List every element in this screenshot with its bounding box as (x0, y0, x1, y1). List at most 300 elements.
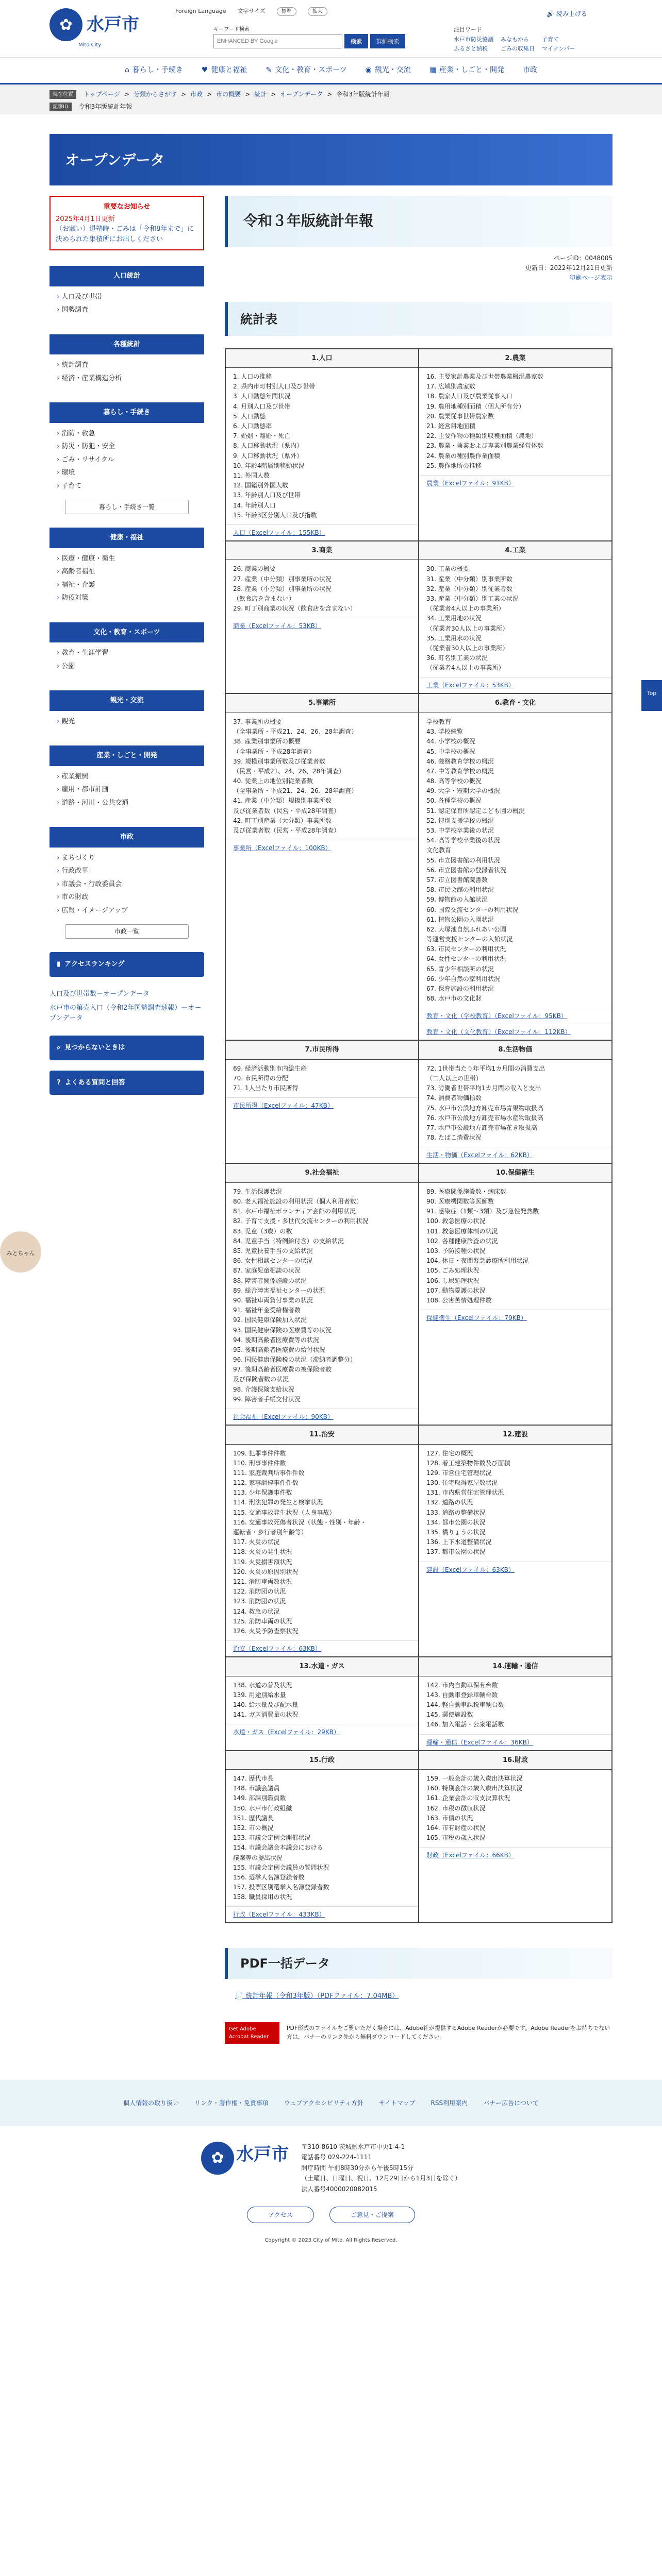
stats-item: 144. 軽自動車課税車輌台数 (426, 1701, 504, 1708)
book-icon: ✎ (266, 66, 272, 74)
stats-item: 73. 労働者世帯平均1カ月間の収入と支出 (426, 1084, 541, 1092)
trending-link[interactable]: 子育て (542, 36, 559, 43)
stats-item: 162. 市税の徴収状況 (426, 1804, 486, 1812)
page-id: ページID：0048005 (554, 255, 613, 262)
stats-item: 117. 火災の状況 (233, 1538, 280, 1546)
stats-item: 20. 農業従事世帯農家数 (426, 412, 494, 420)
stats-item: 52. 特別支援学校の概況 (426, 817, 494, 824)
stats-item: 146. 加入電話・公衆電話数 (426, 1721, 504, 1728)
footer-link[interactable]: サイトマップ (378, 2099, 416, 2107)
excel-download-link[interactable]: 人口（Excelファイル：155KB） (233, 529, 325, 536)
sidebar-item[interactable]: › 防疫対策 (57, 591, 197, 605)
notice-title: 重要なお知らせ (103, 203, 151, 211)
stats-category (419, 693, 612, 1040)
sidebar-item[interactable]: › 観光 (57, 715, 197, 728)
stats-category (419, 349, 612, 541)
sidebar-item[interactable]: › まちづくり (57, 852, 197, 865)
stats-item: 22. 主要作物の種類別収穫面積（農地） (426, 432, 537, 440)
sidebar-item[interactable]: › 消防・救急 (57, 427, 197, 440)
stats-category-title: 2.農業 (419, 349, 611, 368)
stats-item: 59. 博物館の入館状況 (426, 896, 488, 904)
stats-item: 134. 都市公園の状況 (426, 1518, 486, 1526)
sidebar-item[interactable]: › 道路・河川・公共交通 (57, 796, 197, 810)
sidebar-box (49, 690, 204, 732)
breadcrumb-link[interactable]: 統計 (254, 91, 267, 98)
breadcrumb-link[interactable]: 分類からさがす (133, 91, 177, 98)
nav-item-living[interactable] (115, 58, 192, 83)
sidebar-item[interactable]: › 統計調査 (57, 359, 197, 372)
stats-item: 72. 1世帯当たり年平均1カ月間の消費支出 （二人以上の世帯） (426, 1064, 545, 1082)
stats-item: 130. 住宅取得家屋数状況 (426, 1479, 498, 1487)
stats-item: 24. 農業の種別農作業面積 (426, 452, 500, 460)
building-icon: ▦ (429, 66, 437, 74)
excel-download-link[interactable]: 治安（Excelファイル：63KB） (233, 1645, 321, 1653)
stats-category (225, 349, 419, 541)
stats-item: 68. 水戸市の文化財 (426, 995, 482, 1003)
stats-item: 33. 産業（中分類）別工業の状況 （従業者4人以上の事業所） (426, 595, 519, 613)
city-emblem-icon: ✿ (201, 2142, 234, 2175)
stats-category-title: 14.運輸・通信 (419, 1657, 611, 1676)
stats-item: 30. 工業の概要 (426, 565, 469, 573)
stats-item: 136. 上下水道整備状況 (426, 1538, 492, 1546)
stats-item: 102. 各種健康診査の状況 (426, 1237, 498, 1245)
nav-label: 観光・交流 (374, 66, 411, 74)
stats-item: 35. 工業用水の状況 （従業者30人以上の事業所） (426, 634, 509, 652)
footer-link[interactable]: ウェブアクセシビリティ方針 (284, 2099, 363, 2107)
stats-item: 5. 人口動態 (233, 412, 266, 420)
stats-item: 75. 水戸市公設地方卸売市場青果物取扱高 (426, 1104, 543, 1112)
sidebar-more-button[interactable]: 暮らし・手続き一覧 (65, 500, 189, 514)
stats-item: 34. 工業用地の状況 （従業者30人以上の事業所） (426, 615, 509, 632)
breadcrumb-link[interactable]: オープンデータ (280, 91, 323, 98)
stats-item: 131. 市内県営住宅管理状況 (426, 1489, 504, 1497)
sidebar-item[interactable]: › 経済・産業構造分析 (57, 372, 197, 385)
stats-item: 153. 市議会定例会開催状況 (233, 1834, 311, 1842)
stats-category (419, 1163, 612, 1425)
stats-item: 26. 商業の概要 (233, 565, 276, 573)
stats-category-title: 12.建設 (419, 1426, 611, 1445)
stats-category-title: 8.生活物価 (419, 1041, 611, 1060)
stats-item: 41. 産業（中分類）規模別事業所数 及び従業者数（民営・平成28年調査） (233, 797, 340, 815)
breadcrumb-link[interactable]: 市の概要 (216, 91, 241, 98)
stats-item: 105. ごみ処理状況 (426, 1267, 479, 1275)
access-ranking-header (49, 952, 204, 977)
nav-item-city[interactable] (514, 58, 547, 83)
sidebar-box-title: 暮らし・手続き (49, 402, 204, 423)
stats-item: 147. 歴代市長 (233, 1775, 274, 1782)
stats-item: 150. 水戸市行政組織 (233, 1804, 292, 1812)
stats-item: 87. 家庭児童相談の状況 (233, 1267, 301, 1275)
footer-link[interactable]: 個人情報の取り扱い (123, 2099, 179, 2107)
acrobat-notice (225, 2022, 613, 2044)
stats-item: 122. 消防団の状況 (233, 1588, 286, 1596)
nav-item-health[interactable] (192, 58, 257, 83)
stats-item: 132. 道路の状況 (426, 1499, 473, 1506)
stats-item: 55. 市立図書館の利用状況 (426, 856, 500, 864)
stats-item: 29. 町丁別商業の状況（飲食店を含まない） (233, 605, 356, 613)
sidebar-box-title: 健康・福祉 (49, 528, 204, 548)
stats-item: 53. 中学校卒業後の状況 (426, 827, 494, 834)
stats-item: 99. 障害者手帳交付状況 (233, 1395, 301, 1403)
city-emblem-icon: ✿ (49, 8, 82, 41)
font-size-label: 文字サイズ (237, 8, 266, 14)
stats-item: 143. 自動車登録車輌台数 (426, 1691, 498, 1699)
trending-title: 注目ワード (454, 26, 482, 33)
sidebar-item[interactable]: › ごみ・リサイクル (57, 453, 197, 467)
stats-item: 94. 後期高齢者医療費等の状況 (233, 1336, 319, 1344)
stats-item: 50. 各種学校の概況 (426, 797, 482, 805)
excel-download-link[interactable]: 保健衛生（Excelファイル：79KB） (426, 1314, 527, 1322)
excel-download-link[interactable]: 市民所得（Excelファイル：47KB） (233, 1102, 334, 1110)
sidebar-item[interactable]: › 市議会・行政委員会 (57, 878, 197, 891)
stats-category (419, 1751, 612, 1923)
stats-item: 40. 従業上の地位別従業者数 （全事業所・平成21、24、26、28年調査） (233, 777, 358, 795)
excel-download-link[interactable]: 水道・ガス（Excelファイル：29KB） (233, 1728, 340, 1736)
breadcrumb-link[interactable]: 市政 (190, 91, 203, 98)
footer-links (0, 2080, 662, 2126)
global-nav (0, 58, 662, 84)
excel-download-link[interactable]: 運輸・通信（Excelファイル：36KB） (426, 1738, 533, 1746)
house-icon: ⌂ (124, 66, 129, 74)
find-help-button[interactable] (49, 1036, 204, 1060)
sidebar-item[interactable]: › 子育て (57, 480, 197, 493)
stats-item: 80. 老人福祉施設の利用状況（個人利用者数） (233, 1198, 362, 1206)
stats-item: 124. 救急の状況 (233, 1607, 280, 1615)
footer-address (301, 2142, 461, 2194)
faq-button[interactable] (49, 1071, 204, 1095)
excel-download-link[interactable]: 事業所（Excelファイル：100KB） (233, 844, 332, 852)
stats-item: 107. 動物愛護の状況 (426, 1286, 486, 1294)
sidebar-box (49, 528, 204, 609)
stats-category (419, 1657, 612, 1750)
trending-link[interactable]: マイナンバー (542, 45, 575, 52)
stats-category-title: 9.社会福祉 (226, 1164, 418, 1183)
search-icon: ⌕ (57, 1044, 61, 1052)
stats-category (419, 541, 612, 694)
stats-item: 140. 給水量及び配水量 (233, 1701, 299, 1708)
acrobat-text: PDF形式のファイルをご覧いただく場合には、Adobe社が提供するAdobe Readerが必要です。Adobe Readerをお持ちでない方は、バナーのリンク先から無料ダウンロードしてください。 (286, 2025, 610, 2040)
nav-label: 健康と福祉 (211, 66, 247, 74)
stats-item: 95. 後期高齢者医療費の給付状況 (233, 1346, 325, 1353)
stats-item: 139. 用途別給水量 (233, 1691, 286, 1699)
site-header (0, 0, 662, 58)
stats-item: 66. 少年自然の家利用状況 (426, 975, 500, 982)
stats-item: 110. 刑事事件件数 (233, 1459, 286, 1467)
stats-item: 44. 小学校の概況 (426, 738, 475, 745)
stats-item: 51. 認定保育所認定こども園の概況 (426, 807, 525, 815)
stats-item: 31. 産業（中分類）別事業所数 (426, 575, 512, 583)
stats-item: 84. 児童手当（特例給付含）の支給状況 (233, 1237, 344, 1245)
stats-item: 88. 障害者関係施設の状況 (233, 1277, 307, 1284)
stats-category-title: 11.治安 (226, 1426, 418, 1445)
stats-category-title: 16.財政 (419, 1751, 611, 1770)
trending-link[interactable]: 水戸市防災協議 (454, 36, 493, 43)
stats-item: 116. 交通事故死傷者状況（状態・性別・年齢・ 運転者・歩行者別年齢等） (233, 1518, 367, 1536)
stats-item: 47. 中等教育学校の概況 (426, 767, 494, 775)
feedback-button[interactable]: ご意見・ご提案 (329, 2207, 415, 2223)
stats-item: 98. 介護保険支給状況 (233, 1385, 294, 1393)
stats-item: 115. 交通事故発生状況（人身事故） (233, 1509, 336, 1516)
trending-link[interactable]: ふるさと納税 (454, 45, 488, 52)
stats-item: 14. 年齢別人口 (233, 501, 276, 509)
stats-category (225, 1163, 419, 1425)
stats-item: 129. 市営住宅管理状況 (426, 1469, 492, 1477)
stats-item: 32. 産業（中分類）別従業者数 (426, 585, 512, 592)
read-aloud-button[interactable] (547, 9, 587, 19)
stats-item: 65. 青少年相談所の状況 (426, 965, 494, 973)
breadcrumb-label: 記事ID (49, 103, 72, 111)
excel-download-link[interactable]: 行政（Excelファイル：433KB） (233, 1911, 325, 1919)
stats-item: 112. 家事調停事件件数 (233, 1479, 299, 1487)
heart-icon: ♥ (201, 66, 208, 74)
excel-download-link[interactable]: 商業（Excelファイル：53KB） (233, 622, 321, 630)
print-link[interactable]: 印刷ページ表示 (569, 274, 613, 282)
stats-item: 60. 国際交流センターの利用状況 (426, 906, 519, 913)
sidebar-item[interactable]: › 公園 (57, 660, 197, 673)
stats-item: 141. ガス消費量の状況 (233, 1711, 299, 1719)
search-bar (213, 34, 405, 48)
ranking-link[interactable]: 人口及び世帯数－オープンデータ (49, 990, 150, 998)
stats-item: 89. 医療関係施設数・病床数 (426, 1188, 506, 1195)
stats-item: 25. 農作地所の推移 (426, 462, 482, 469)
stats-item: 74. 消費者物価指数 (426, 1094, 482, 1102)
stats-item: 学校教育 (426, 718, 452, 725)
footer-link[interactable]: リンク・著作権・免責事項 (194, 2099, 269, 2107)
stats-item: 69. 経済活動別市内総生産 (233, 1064, 307, 1072)
notice-link[interactable]: （お願い）退塾時・ごみは「令和8年まで」に決められた集積所にお出しください (56, 225, 194, 243)
excel-download-link[interactable]: 財政（Excelファイル：66KB） (426, 1852, 515, 1859)
chart-icon: ▮ (57, 960, 61, 968)
stats-category (225, 1751, 419, 1923)
nav-item-culture[interactable] (256, 58, 356, 83)
breadcrumb-current: 令和3年版統計年報 (336, 91, 390, 98)
nav-label: 暮らし・手続き (132, 66, 183, 74)
stats-item: 160. 特別会計の歳入歳出決算状況 (426, 1785, 523, 1792)
stats-item: 9. 人口移動状況（県外） (233, 452, 303, 460)
stats-item: 67. 保育施設の利用状況 (426, 985, 494, 992)
stats-category (225, 541, 419, 694)
font-large-button[interactable]: 拡大 (308, 7, 327, 16)
stats-item: 27. 産業（中分類）別事業所の状況 (233, 575, 332, 583)
footer-link[interactable]: バナー広告について (483, 2099, 539, 2107)
ranking-title: アクセスランキング (64, 960, 125, 968)
stats-category-title: 6.教育・文化 (419, 694, 611, 713)
stats-item: 91. 福祉年金受給権者数 (233, 1307, 301, 1314)
sidebar-box (49, 266, 204, 321)
stats-item: 92. 国民健康保険加入状況 (233, 1316, 307, 1324)
breadcrumb-label: 現在位置 (49, 90, 76, 99)
stats-item: 15. 年齢3区分別人口及び指数 (233, 511, 317, 519)
stats-item: 38. 産業別事業所の概要 （全事業所・平成28年調査） (233, 738, 316, 755)
excel-download-link[interactable]: 社会福祉（Excelファイル：90KB） (233, 1413, 334, 1420)
access-button[interactable]: アクセス (247, 2207, 314, 2223)
stats-item: 126. 火災予防査察状況 (233, 1627, 299, 1635)
sidebar-box-title: 観光・交流 (49, 690, 204, 711)
address-line: 開庁時間 午前8時30分から午後5時15分 (301, 2164, 413, 2172)
pdf-download-link[interactable]: 統計年報（令和3年版）（PDFファイル：7.04MB） (245, 1992, 399, 2001)
stats-item: 17. 広域別農家数 (426, 383, 475, 391)
footer-link[interactable]: RSS利用案内 (431, 2099, 468, 2107)
stats-item: 6. 人口動態率 (233, 422, 272, 430)
sidebar-item[interactable]: › 環境 (57, 466, 197, 480)
sidebar-item[interactable]: › 市の財政 (57, 891, 197, 904)
excel-download-link[interactable]: 教育・文化（学校教育）（Excelファイル：95KB） (426, 1012, 567, 1020)
nav-item-industry[interactable] (420, 58, 514, 83)
stats-category (419, 1425, 612, 1657)
stats-item: 158. 職員採用の状況 (233, 1893, 292, 1901)
foreign-language-link[interactable]: Foreign Language (175, 8, 226, 14)
stats-item: 77. 水戸市公設地方卸売市場花き取扱高 (426, 1124, 537, 1131)
stats-item: 106. し尿処理状況 (426, 1277, 479, 1284)
stats-category (419, 1040, 612, 1163)
acrobat-banner[interactable]: Get Adobe Acrobat Reader (225, 2022, 279, 2044)
stats-item: 137. 都市公園の状況 (426, 1548, 486, 1556)
sidebar-item[interactable]: › 防災・防犯・安全 (57, 440, 197, 453)
stats-item: 151. 歴代議長 (233, 1814, 274, 1822)
stats-item: 21. 経営耕地面積 (426, 422, 475, 430)
stats-item: 70. 市民所得の分配 (233, 1075, 288, 1082)
sidebar-box (49, 827, 204, 939)
faq-label: よくある質問と回答 (64, 1078, 125, 1087)
stats-item: 96. 国民健康保険税の状況（滞納者調整分） (233, 1356, 356, 1364)
sidebar-item[interactable]: › 雇用・都市計画 (57, 783, 197, 796)
stats-item: 76. 水戸市公設地方卸売市場水産物取扱高 (426, 1114, 543, 1122)
back-to-top-button[interactable]: Top (641, 680, 662, 711)
sidebar-box (49, 334, 204, 389)
stats-item: 82. 子育て支援・多世代交流センターの利用状況 (233, 1217, 369, 1225)
ranking-link[interactable]: 水戸市の第売入口（令和2年国勢調査速報）－オープンデータ (49, 1004, 202, 1022)
stats-item: 133. 道路の整備状況 (426, 1509, 486, 1516)
stats-item: 155. 市議会定例会議員の質問状況 (233, 1863, 329, 1871)
stats-item: 164. 市有財産の状況 (426, 1824, 486, 1832)
stats-item: 19. 農用地種別面積（個人所有分） (426, 402, 525, 410)
stats-item: 18. 農家人口及び農業従事人口 (426, 393, 512, 400)
stats-category (225, 1425, 419, 1657)
section-heading: 統計表 (225, 302, 613, 336)
stats-item: 109. 犯罪事件件数 (233, 1449, 286, 1457)
stats-item: 4. 月別人口及び世帯 (233, 402, 291, 410)
sidebar-box-title: 産業・しごと・開発 (49, 745, 204, 766)
stats-category (225, 1040, 419, 1163)
stats-item: 120. 火災の原因別状況 (233, 1568, 299, 1575)
stats-item: 49. 大学・短期大学の概況 (426, 787, 500, 795)
stats-item: 145. 郵便施設数 (426, 1711, 473, 1719)
stats-table-grid (225, 348, 613, 1924)
stats-item: 28. 産業（小分類）別事業所の状況 （飲食店を含まない） (233, 585, 332, 602)
stats-item: 118. 火災の発生状況 (233, 1548, 292, 1556)
sidebar-box-title: 市政 (49, 827, 204, 848)
category-banner: オープンデータ (49, 134, 613, 185)
stats-category-title: 10.保健衛生 (419, 1164, 611, 1183)
stats-item: 43. 学校総覧 (426, 728, 463, 736)
address-line: 法人番号4000020082015 (301, 2185, 377, 2193)
notice-date: 2025年4月1日更新 (56, 215, 115, 223)
important-notice (49, 196, 204, 250)
address-line: 〒310-8610 茨城県水戸市中央1-4-1 (301, 2143, 405, 2150)
page-updated: 更新日：2022年12月21日更新 (525, 264, 613, 272)
sidebar-item[interactable]: › 産業振興 (57, 770, 197, 784)
stats-item: 2. 県内市町村別人口及び世帯 (233, 383, 316, 391)
sidebar-item[interactable]: › 医療・健康・衛生 (57, 552, 197, 566)
stats-category-title: 3.商業 (226, 541, 418, 561)
sidebar-item[interactable]: › 国勢調査 (57, 303, 197, 317)
search-button[interactable]: 検索 (344, 34, 368, 48)
main-content (225, 196, 613, 2044)
stats-category-title: 5.事業所 (226, 694, 418, 713)
breadcrumb-link[interactable]: トップページ (84, 91, 120, 98)
question-icon: ? (57, 1078, 61, 1087)
mascot-image[interactable] (0, 1231, 41, 1273)
sidebar-more-button[interactable]: 市政一覧 (65, 924, 189, 939)
stats-item: 58. 市民会館の利用状況 (426, 886, 494, 894)
stats-category-title: 4.工業 (419, 541, 611, 561)
stats-item: 163. 市債の状況 (426, 1814, 473, 1822)
sidebar-item[interactable]: › 行政改革 (57, 865, 197, 878)
excel-download-link[interactable]: 農業（Excelファイル：91KB） (426, 479, 515, 487)
stats-item: 104. 休日・夜間緊急診療所利用状況 (426, 1257, 529, 1265)
excel-download-link[interactable]: 工業（Excelファイル：53KB） (426, 682, 515, 689)
stats-item: 123. 消防団の状況 (233, 1598, 286, 1605)
breadcrumb: 現在位置 トップページ > 分類からさがす > 市政 > 市の概要 > 統計 > オープンデータ > 令和3年版統計年報 記事ID 令和3年版統計年報 (0, 84, 662, 114)
stats-item: 8. 人口移動状況（県内） (233, 442, 303, 450)
stats-category-title: 7.市民所得 (226, 1041, 418, 1060)
sidebar-item[interactable]: › 福祉・介護 (57, 579, 197, 592)
stats-item: 119. 火災損害額状況 (233, 1558, 292, 1566)
stats-item: 13. 年齢別人口及び世帯 (233, 492, 301, 499)
stats-item: 61. 植物公園の入園状況 (426, 916, 494, 923)
site-logo[interactable] (49, 8, 139, 41)
excel-download-link[interactable]: 教育・文化（文化教育）（Excelファイル：112KB） (426, 1028, 571, 1036)
font-standard-button[interactable]: 標準 (277, 7, 296, 16)
sidebar-item[interactable]: › 広報・イメージアップ (57, 904, 197, 918)
excel-download-link[interactable]: 建設（Excelファイル：63KB） (426, 1566, 515, 1573)
stats-category-title: 13.水道・ガス (226, 1657, 418, 1676)
sidebar-item[interactable]: › 人口及び世帯 (57, 291, 197, 304)
page-title: 令和３年版統計年報 (225, 196, 613, 247)
stats-item: 36. 町名別工業の状況 （従業者4人以上の事業所） (426, 654, 505, 672)
stats-item: 157. 投票区別選挙人名簿登録者数 (233, 1884, 329, 1891)
excel-download-link[interactable]: 生活・物価（Excelファイル：62KB） (426, 1151, 533, 1159)
trending-link[interactable]: ごみの収集日 (501, 45, 535, 52)
nav-label: 市政 (523, 66, 538, 74)
sidebar-item[interactable]: › 教育・生涯学習 (57, 647, 197, 660)
trending-link[interactable]: みなもから (501, 36, 529, 43)
pdf-heading: PDF一括データ (225, 1948, 613, 1979)
stats-item: 93. 国民健康保険の医療費等の状況 (233, 1326, 332, 1334)
detail-search-button[interactable]: 詳細検索 (370, 34, 405, 48)
stats-item: 86. 女性相談センターの状況 (233, 1257, 313, 1265)
sidebar-box-title: 各種統計 (49, 334, 204, 355)
search-input[interactable] (213, 34, 342, 48)
trending-words (454, 26, 575, 54)
breadcrumb-current: 令和3年版統計年報 (78, 103, 133, 110)
nav-label: 文化・教育・スポーツ (275, 66, 347, 74)
stats-item: 64. 女性センターの利用状況 (426, 955, 506, 963)
stats-item: 57. 市立図書館蔵書数 (426, 876, 488, 884)
sidebar-box-title: 文化・教育・スポーツ (49, 622, 204, 643)
ranking-list (49, 987, 204, 1026)
stats-item: 127. 住宅の概況 (426, 1449, 473, 1457)
stats-item: 149. 部課別職員数 (233, 1794, 286, 1802)
sidebar-item[interactable]: › 高齢者福祉 (57, 565, 197, 579)
stats-item: 91. 感染症（1類〜3類）及び急性発熱数 (426, 1208, 539, 1215)
site-footer (0, 2126, 662, 2260)
search-label: キーワード検索 (213, 27, 250, 32)
nav-item-tourism[interactable] (356, 58, 420, 83)
stats-item: 142. 市内自動車保有台数 (426, 1681, 498, 1689)
stats-item: 161. 企業会計の収支決算状況 (426, 1794, 510, 1802)
stats-category (225, 693, 419, 1040)
